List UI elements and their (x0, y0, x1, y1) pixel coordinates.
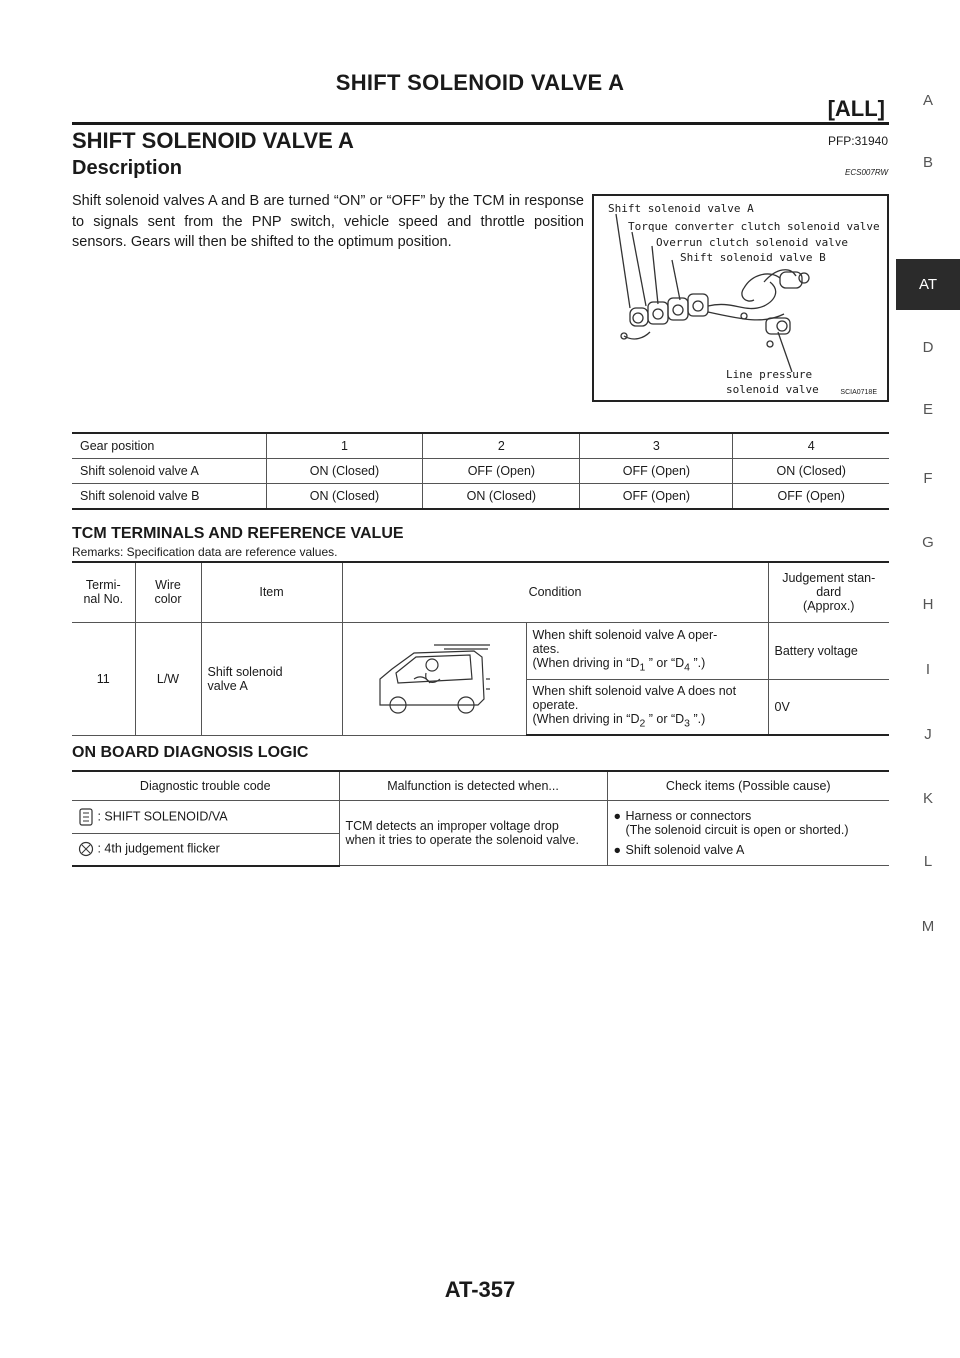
check-item-text: Shift solenoid valve A (625, 843, 745, 857)
tcm-terminal-table (72, 561, 889, 736)
table-header: Item (201, 562, 342, 622)
side-index-active[interactable]: AT (896, 259, 960, 310)
table-cell: 1 (266, 433, 423, 459)
table-cell: 4 (733, 433, 889, 459)
table-cell: OFF (Open) (580, 459, 733, 484)
dtc-cell (72, 834, 339, 866)
side-index-item[interactable]: E (922, 401, 933, 418)
driver-car-icon (374, 639, 494, 715)
dtc-code: : 4th judgement flicker (97, 841, 220, 856)
side-index-item[interactable]: M (921, 918, 935, 935)
figure-label: Line pressure (726, 368, 813, 381)
solenoid-figure (592, 194, 889, 402)
condition-operates (526, 622, 768, 679)
check-item-text: Harness or connectors (The solenoid circuit is open or shorted.) (625, 809, 849, 837)
item-name: Shift solenoid valve A (201, 622, 342, 735)
terminal-number: 11 (72, 622, 135, 735)
pfp-code: PFP:31940 (827, 134, 888, 148)
table-header: Condition (342, 562, 768, 622)
description-heading: Description (72, 157, 183, 179)
side-index-item[interactable]: D (922, 339, 934, 356)
figure-label: solenoid valve (726, 383, 819, 396)
table-cell: OFF (Open) (733, 484, 889, 510)
condition-text: When shift solenoid valve A oper- ates. (532, 627, 718, 656)
gear-position-table (72, 432, 889, 510)
driver-illustration-cell (342, 622, 526, 735)
header-rule (72, 122, 889, 125)
figure-label: Overrun clutch solenoid valve (656, 236, 849, 249)
description-code: ECS007RW (845, 168, 888, 177)
condition-subscript: 4 (684, 662, 690, 674)
side-index-item[interactable]: F (923, 470, 933, 487)
page-number: AT-357 (444, 1277, 516, 1302)
condition-text: When shift solenoid valve A does not operate. (532, 684, 737, 712)
table-cell: ON (Closed) (266, 459, 423, 484)
condition-subscript: 3 (684, 718, 690, 730)
table-cell: ON (Closed) (733, 459, 889, 484)
side-index-item[interactable]: J (924, 726, 932, 743)
figure-label: Shift solenoid valve B (680, 251, 826, 264)
section-title: SHIFT SOLENOID VALVE A (72, 128, 354, 153)
table-header: Diagnostic trouble code (72, 771, 339, 801)
table-row (72, 433, 889, 459)
malfunction-detected: TCM detects an improper voltage drop when it tries to operate the solenoid valve. (339, 801, 607, 866)
list-item (614, 843, 884, 857)
table-cell: Shift solenoid valve A (72, 459, 266, 484)
bullet-icon: ● (613, 843, 622, 857)
table-header: Judgement stan- dard (Approx.) (768, 562, 889, 622)
side-index-item[interactable]: A (922, 92, 933, 109)
condition-subscript: 1 (639, 662, 646, 674)
tcm-heading: TCM TERMINALS AND REFERENCE VALUE (72, 525, 404, 542)
table-row (72, 771, 889, 801)
condition-text: ” or “D (645, 655, 685, 670)
judgement-value: 0V (768, 679, 889, 735)
figure-label: Shift solenoid valve A (608, 202, 754, 215)
side-index-item[interactable]: G (922, 534, 934, 551)
figure-code: SCIA0718E (840, 389, 877, 396)
tcm-remarks: Remarks: Specification data are reference values. (72, 545, 338, 559)
table-row (72, 459, 889, 484)
condition-text: ” or “D (645, 712, 685, 726)
table-cell: 2 (423, 433, 580, 459)
no-tools-icon (78, 841, 94, 857)
condition-text: (When driving in “D (532, 712, 640, 726)
table-row (72, 562, 889, 622)
diagnosis-heading: ON BOARD DIAGNOSIS LOGIC (72, 744, 309, 761)
diagnosis-table (72, 770, 889, 867)
condition-not-operate (526, 679, 768, 735)
condition-text: (When driving in “D (532, 655, 640, 670)
table-cell: Gear position (72, 433, 266, 459)
dtc-code: : SHIFT SOLENOID/VA (97, 809, 228, 824)
side-index-item[interactable]: K (922, 790, 933, 807)
side-index-item[interactable]: I (925, 661, 931, 678)
table-header: Malfunction is detected when... (339, 771, 607, 801)
bullet-icon: ● (613, 809, 622, 823)
page-header-title: SHIFT SOLENOID VALVE A (335, 70, 625, 95)
table-header: Termi- nal No. (72, 562, 135, 622)
table-cell: ON (Closed) (266, 484, 423, 510)
table-row (72, 484, 889, 510)
table-header: Wire color (135, 562, 201, 622)
table-row (72, 622, 889, 679)
condition-text: ”.) (689, 655, 706, 670)
condition-subscript: 2 (639, 718, 646, 730)
list-item (614, 809, 884, 837)
table-header: Check items (Possible cause) (607, 771, 889, 801)
table-cell: 3 (580, 433, 733, 459)
table-row (72, 801, 889, 834)
table-cell: Shift solenoid valve B (72, 484, 266, 510)
table-cell: OFF (Open) (423, 459, 580, 484)
check-items (607, 801, 889, 866)
page-header-scope: [ALL] (827, 96, 885, 121)
figure-label: Torque converter clutch solenoid valve (628, 220, 880, 233)
judgement-value: Battery voltage (768, 622, 889, 679)
table-cell: OFF (Open) (580, 484, 733, 510)
side-index-item[interactable]: H (922, 596, 934, 613)
wire-color: L/W (135, 622, 201, 735)
side-index-item[interactable]: L (923, 853, 933, 870)
dtc-cell (72, 801, 339, 834)
table-cell: ON (Closed) (423, 484, 580, 510)
side-index-item[interactable]: B (922, 154, 933, 171)
description-text: Shift solenoid valves A and B are turned “ON” or “OFF” by the TCM in response to signals sent from the PNP switch, vehicle speed and throttle position sensors. Gears will then be shifted to the optimum position. (72, 193, 584, 250)
condition-text: ”.) (689, 712, 706, 726)
consult-icon (78, 808, 94, 826)
